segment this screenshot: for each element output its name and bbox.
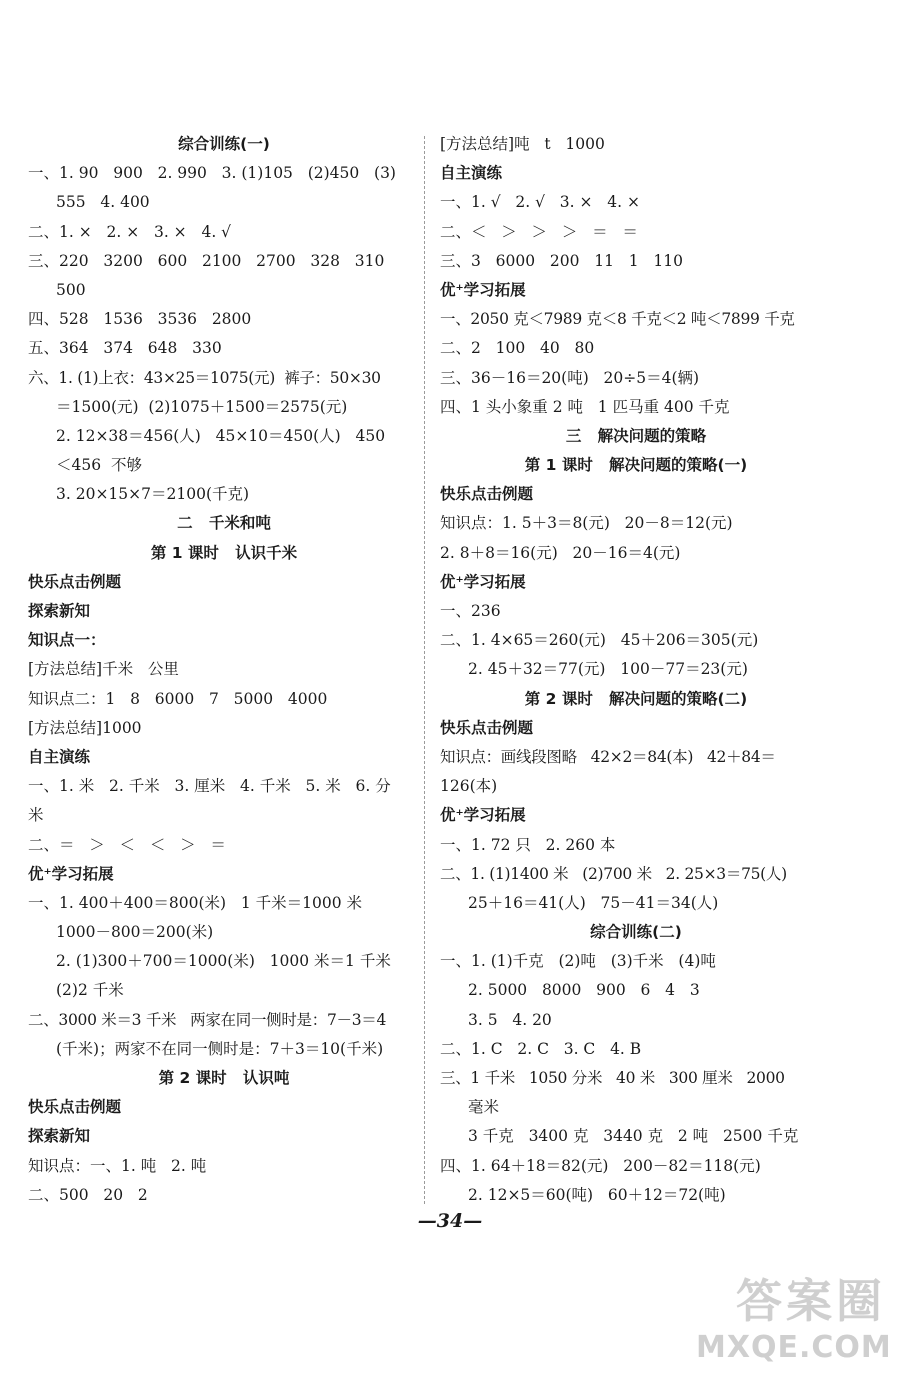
answer-line: 四、1. 64＋18＝82(元) 200－82＝118(元) [440, 1156, 761, 1175]
answer-line: 二、1. C 2. C 3. C 4. B [440, 1039, 642, 1058]
answer-line: 2. 45＋32＝77(元) 100－77＝23(元) [468, 660, 748, 679]
answer-line: 二、500 20 2 [28, 1185, 148, 1204]
answer-line: 一、1. 72 只 2. 260 本 [440, 835, 616, 854]
subsection-label: 探索新知 [28, 1127, 91, 1146]
left-answer-column [28, 130, 420, 1210]
section-heading: 第 2 课时 认识吨 [158, 1069, 290, 1087]
answer-line: 二、＝ ＞ ＜ ＜ ＞ ＝ [28, 835, 226, 854]
subsection-label: 优⁺学习拓展 [28, 864, 114, 883]
answer-line: 三、36－16＝20(吨) 20÷5＝4(辆) [440, 368, 700, 387]
answer-line: (千米)；两家不在同一侧时是：7＋3＝10(千米) [56, 1039, 384, 1058]
answer-line: 三、1 千米 1050 分米 40 米 300 厘米 2000 [440, 1069, 785, 1087]
answer-line: 2. 8＋8＝16(元) 20－16＝4(元) [440, 543, 681, 562]
section-heading: 第 1 课时 认识千米 [150, 543, 298, 562]
subsection-label: 自主演练 [28, 747, 91, 766]
subsection-label: 优⁺学习拓展 [440, 806, 526, 825]
subsection-label: 快乐点击例题 [28, 572, 122, 591]
answer-line: ＝1500(元) (2)1075＋1500＝2575(元) [56, 397, 348, 416]
answer-line: 二、2 100 40 80 [440, 339, 595, 358]
section-heading: 三 解决问题的策略 [565, 426, 707, 445]
answer-line: 三、3 6000 200 11 1 110 [440, 251, 683, 270]
subsection-label: 优⁺学习拓展 [440, 572, 526, 591]
subsection-label: 知识点一： [28, 631, 106, 650]
answer-line: 六、1. (1)上衣：43×25＝1075(元) 裤子：50×30 [28, 368, 381, 387]
answer-line: 二、＜ ＞ ＞ ＞ ＝ ＝ [440, 222, 638, 241]
page-number: —34— [417, 1210, 483, 1232]
answer-line: 1000－800＝200(米) [56, 923, 214, 942]
answer-line: 2. 12×5＝60(吨) 60＋12＝72(吨) [468, 1185, 726, 1204]
answer-line: 一、1. (1)千克 (2)吨 (3)千米 (4)吨 [440, 952, 716, 971]
subsection-label: 快乐点击例题 [440, 485, 534, 504]
answer-line: 知识点二：1 8 6000 7 5000 4000 [28, 689, 328, 708]
subsection-label: 快乐点击例题 [28, 1098, 122, 1117]
right-answer-column [440, 130, 832, 1210]
answer-line: (2)2 千米 [56, 981, 124, 1000]
answer-line: 2. (1)300＋700＝1000(米) 1000 米＝1 千米 [56, 952, 391, 971]
answer-line: 四、1 头小象重 2 吨 1 匹马重 400 千克 [440, 397, 730, 416]
watermark-logo [696, 1272, 892, 1382]
answer-line: 2. 12×38＝456(人) 45×10＝450(人) 450 [56, 426, 386, 445]
answer-line: 知识点：画线段图略 42×2＝84(本) 42＋84＝ [440, 747, 776, 766]
subsection-label: 快乐点击例题 [440, 718, 534, 737]
subsection-label: 自主演练 [440, 164, 503, 183]
answer-line: 二、1. 4×65＝260(元) 45＋206＝305(元) [440, 631, 759, 650]
answer-line: 3. 5 4. 20 [468, 1010, 552, 1029]
answer-line: 2. 5000 8000 900 6 4 3 [468, 981, 700, 1000]
answer-line: 知识点：1. 5＋3＝8(元) 20－8＝12(元) [440, 514, 733, 533]
answer-line: 3. 20×15×7＝2100(千克) [56, 485, 250, 504]
answer-line: 毫米 [468, 1098, 500, 1117]
answer-line: [方法总结]千米 公里 [28, 660, 179, 679]
subsection-label: 探索新知 [28, 602, 91, 620]
answer-line: 知识点：一、1. 吨 2. 吨 [28, 1156, 207, 1175]
answer-line: 一、1. √ 2. √ 3. × 4. × [440, 193, 640, 212]
answer-line: 一、2050 克＜7989 克＜8 千克＜2 吨＜7899 千克 [440, 310, 795, 329]
section-heading: 第 2 课时 解决问题的策略(二) [524, 689, 748, 708]
answer-line: [方法总结]1000 [28, 718, 142, 737]
section-heading: 综合训练(一) [178, 135, 270, 153]
watermark-url: MXQE.COM [696, 1330, 892, 1365]
answer-line: 一、1. 400＋400＝800(米) 1 千米＝1000 米 [28, 893, 363, 912]
answer-line: 五、364 374 648 330 [28, 339, 222, 358]
answer-line: 25＋16＝41(人) 75－41＝34(人) [468, 893, 719, 912]
answer-line: ＜456 不够 [56, 456, 142, 475]
answer-line: 二、3000 米＝3 千米 两家在同一侧时是：7－3＝4 [28, 1010, 387, 1029]
section-heading: 二 千米和吨 [177, 514, 271, 533]
answer-line: 一、1. 90 900 2. 990 3. (1)105 (2)450 (3) [28, 164, 396, 183]
answer-line: 米 [28, 806, 44, 825]
section-heading: 第 1 课时 解决问题的策略(一) [524, 456, 748, 475]
answer-line: [方法总结]吨 t 1000 [440, 135, 605, 153]
answer-line: 555 4. 400 [56, 193, 150, 212]
answer-line: 一、236 [440, 602, 501, 620]
answer-line: 一、1. 米 2. 千米 3. 厘米 4. 千米 5. 米 6. 分 [28, 777, 391, 796]
answer-line: 三、220 3200 600 2100 2700 328 310 [28, 251, 385, 270]
watermark-text: 答案圈 [736, 1274, 886, 1328]
answer-line: 二、1. (1)1400 米 (2)700 米 2. 25×3＝75(人) [440, 864, 787, 883]
column-divider [424, 136, 425, 1204]
subsection-label: 优⁺学习拓展 [440, 280, 526, 299]
answer-line: 126(本) [440, 777, 498, 796]
answer-line: 二、1. × 2. × 3. × 4. √ [28, 222, 232, 241]
answer-line: 四、528 1536 3536 2800 [28, 310, 252, 329]
section-heading: 综合训练(二) [590, 923, 682, 942]
answer-line: 3 千克 3400 克 3440 克 2 吨 2500 千克 [468, 1127, 799, 1146]
answer-line: 500 [56, 280, 86, 299]
